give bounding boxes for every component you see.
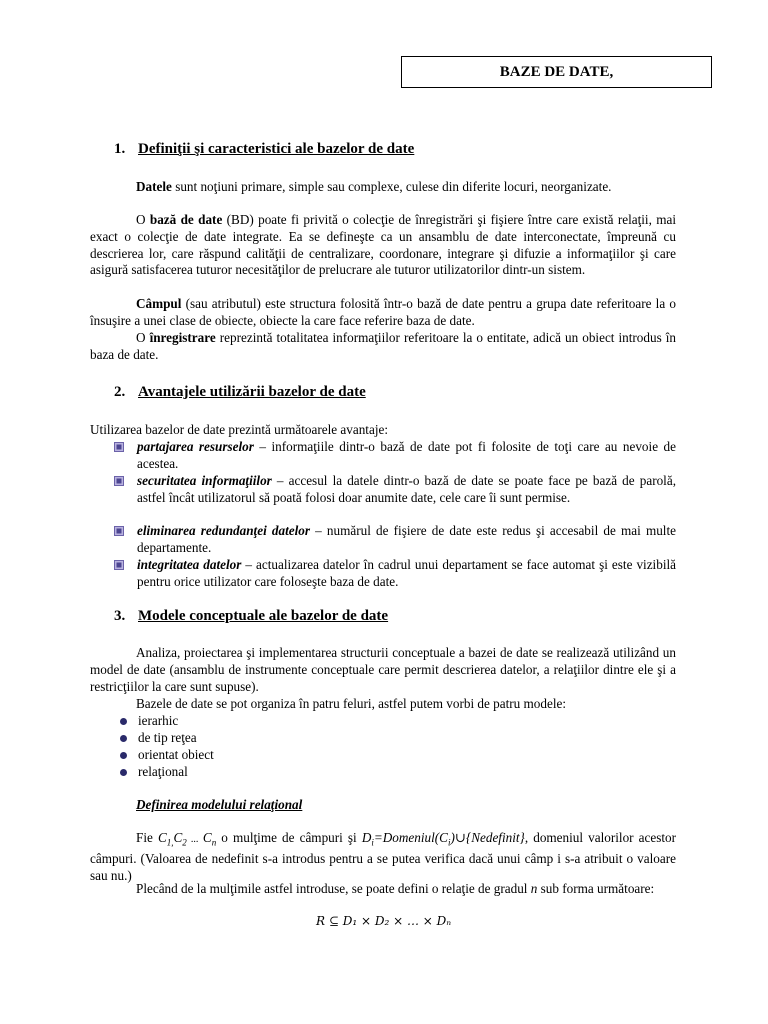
bullet-icon: [120, 718, 127, 725]
math: 1,: [166, 837, 174, 848]
math: 2: [182, 837, 187, 848]
list-item: [120, 747, 214, 764]
section-title: Avantajele utilizării bazelor de date: [138, 384, 366, 400]
section-2-heading: [114, 384, 366, 401]
math: )∪{Nedefinit}: [450, 830, 525, 845]
model-name: ierarhic: [138, 713, 179, 728]
bullet-icon: [120, 769, 127, 776]
math: D: [361, 830, 372, 845]
term-datele: Datele: [136, 179, 172, 194]
item-text: – actualizarea datelor în cadrul unui departament se face automat şi este vizibilă pentru orice utilizator care foloseşte baza de date.: [137, 557, 676, 589]
term-inregistrare: înregistrare: [149, 330, 216, 345]
bullet-icon: [120, 735, 127, 742]
item-term: securitatea informaţiilor: [137, 473, 272, 488]
advantages-intro: Utilizarea bazelor de date prezintă următoarele avantaje:: [90, 422, 389, 437]
paragraph-fie: [90, 830, 676, 885]
text: reprezintă totalitatea informaţiilor referitoare la o entitate, adică un obiect introdus în baza de date.: [90, 330, 676, 362]
term-campul: Câmpul: [136, 296, 182, 311]
model-name: de tip reţea: [138, 730, 197, 745]
math: =Domeniul(C: [373, 830, 448, 845]
section-number: 1.: [114, 141, 126, 157]
paragraph-campul: [90, 296, 676, 330]
math: n: [211, 837, 217, 848]
item-term: integritatea datelor: [137, 557, 242, 572]
math: C: [173, 830, 183, 845]
math: C: [157, 830, 167, 845]
square-bullet-icon: [114, 560, 124, 570]
subheading-relational-model: Definirea modelului relaţional: [136, 797, 303, 812]
document-title: BAZE DE DATE,: [401, 56, 712, 88]
text: o mulţime de câmpuri şi: [216, 830, 362, 845]
item-text: – numărul de fişiere de date este redus şi accesabil de mai multe departamente.: [137, 523, 676, 555]
paragraph-plecand: [90, 881, 676, 898]
section-3-heading: [114, 608, 388, 625]
section-title: Definiţii şi caracteristici ale bazelor de date: [138, 141, 415, 157]
square-bullet-icon: [114, 476, 124, 486]
text: , domeniul valorilor acestor câmpuri. (Valoarea de nedefinit s-a introdus pentru a se putea verifica dacă unui câmp i s-a atribuit o valoare sau nu.): [90, 830, 676, 884]
text: (BD) poate fi privită o colecţie de înregistrări şi fişiere între care există relaţii, mai exact o colecţie de date integrate. Ea se defineşte ca un ansamblu de date interconectate, împreună cu descrierea lor, care răspund calităţii de centralizare, coordonare, integrare şi difuzie a informaţiilor şi care asigură satisfacerea tuturor necesităţilor de prelucrare ale tuturor utilizatorilor dintr-un sistem.: [90, 212, 676, 278]
item-term: partajarea resurselor: [137, 439, 254, 454]
section-number: 3.: [114, 608, 126, 624]
math: C: [202, 830, 212, 845]
list-item: [114, 523, 676, 557]
model-name: relaţional: [138, 764, 188, 779]
section-number: 2.: [114, 384, 126, 400]
math: ...: [186, 834, 203, 845]
list-item: [114, 439, 676, 473]
list-item: [114, 557, 676, 591]
term-baza-de-date: bază de date: [149, 212, 223, 227]
paragraph-organizare: Bazele de date se pot organiza în patru feluri, astfel putem vorbi de patru modele:: [136, 696, 567, 711]
text: sub forma următoare:: [537, 881, 655, 896]
paragraph-baza-de-date: [90, 212, 676, 279]
paragraph-datele: [90, 179, 676, 196]
square-bullet-icon: [114, 526, 124, 536]
item-term: eliminarea redundanţei datelor: [137, 523, 310, 538]
math: n: [530, 881, 538, 896]
text: Plecând de la mulţimile astfel introduse, se poate defini o relaţie de gradul: [136, 881, 531, 896]
section-1-heading: [114, 141, 414, 158]
list-item: [120, 764, 188, 781]
item-text: – accesul la datele dintr-o bază de date se poate face pe bază de parolă, astfel încât utilizatorul să poată folosi doar anumite date, cele care îi sunt permise.: [137, 473, 676, 505]
bullet-icon: [120, 752, 127, 759]
model-name: orientat obiect: [138, 747, 214, 762]
paragraph-analiza: Analiza, proiectarea şi implementarea structurii conceptuale a bazei de date se realizează utilizând un model de date (ansamblu de instrumente conceptuale care permit descrierea datelor, a relaţiilor dintre ele şi a restricţiilor la care sunt supuse).: [90, 645, 676, 694]
text: Fie: [136, 830, 158, 845]
math: i: [447, 837, 451, 848]
relation-formula: R ⊆ D₁ × D₂ × … × Dₙ: [316, 914, 452, 928]
math: i: [371, 837, 374, 848]
item-text: – informaţiile dintr-o bază de date pot fi folosite de toţi care au nevoie de acestea.: [137, 439, 676, 471]
text: O: [136, 330, 150, 345]
text: sunt noţiuni primare, simple sau complexe, culese din diferite locuri, neorganizate.: [171, 179, 612, 194]
list-item: [120, 713, 178, 730]
paragraph-inregistrare: [90, 330, 676, 364]
list-item: [114, 473, 676, 507]
square-bullet-icon: [114, 442, 124, 452]
list-item: [120, 730, 197, 747]
section-title: Modele conceptuale ale bazelor de date: [138, 608, 389, 624]
text: O: [136, 212, 150, 227]
text: (sau atributul) este structura folosită într-o bază de date pentru a grupa date referitoare la o însuşire a unei clase de obiecte, obiecte la care face referire baza de date.: [90, 296, 676, 328]
